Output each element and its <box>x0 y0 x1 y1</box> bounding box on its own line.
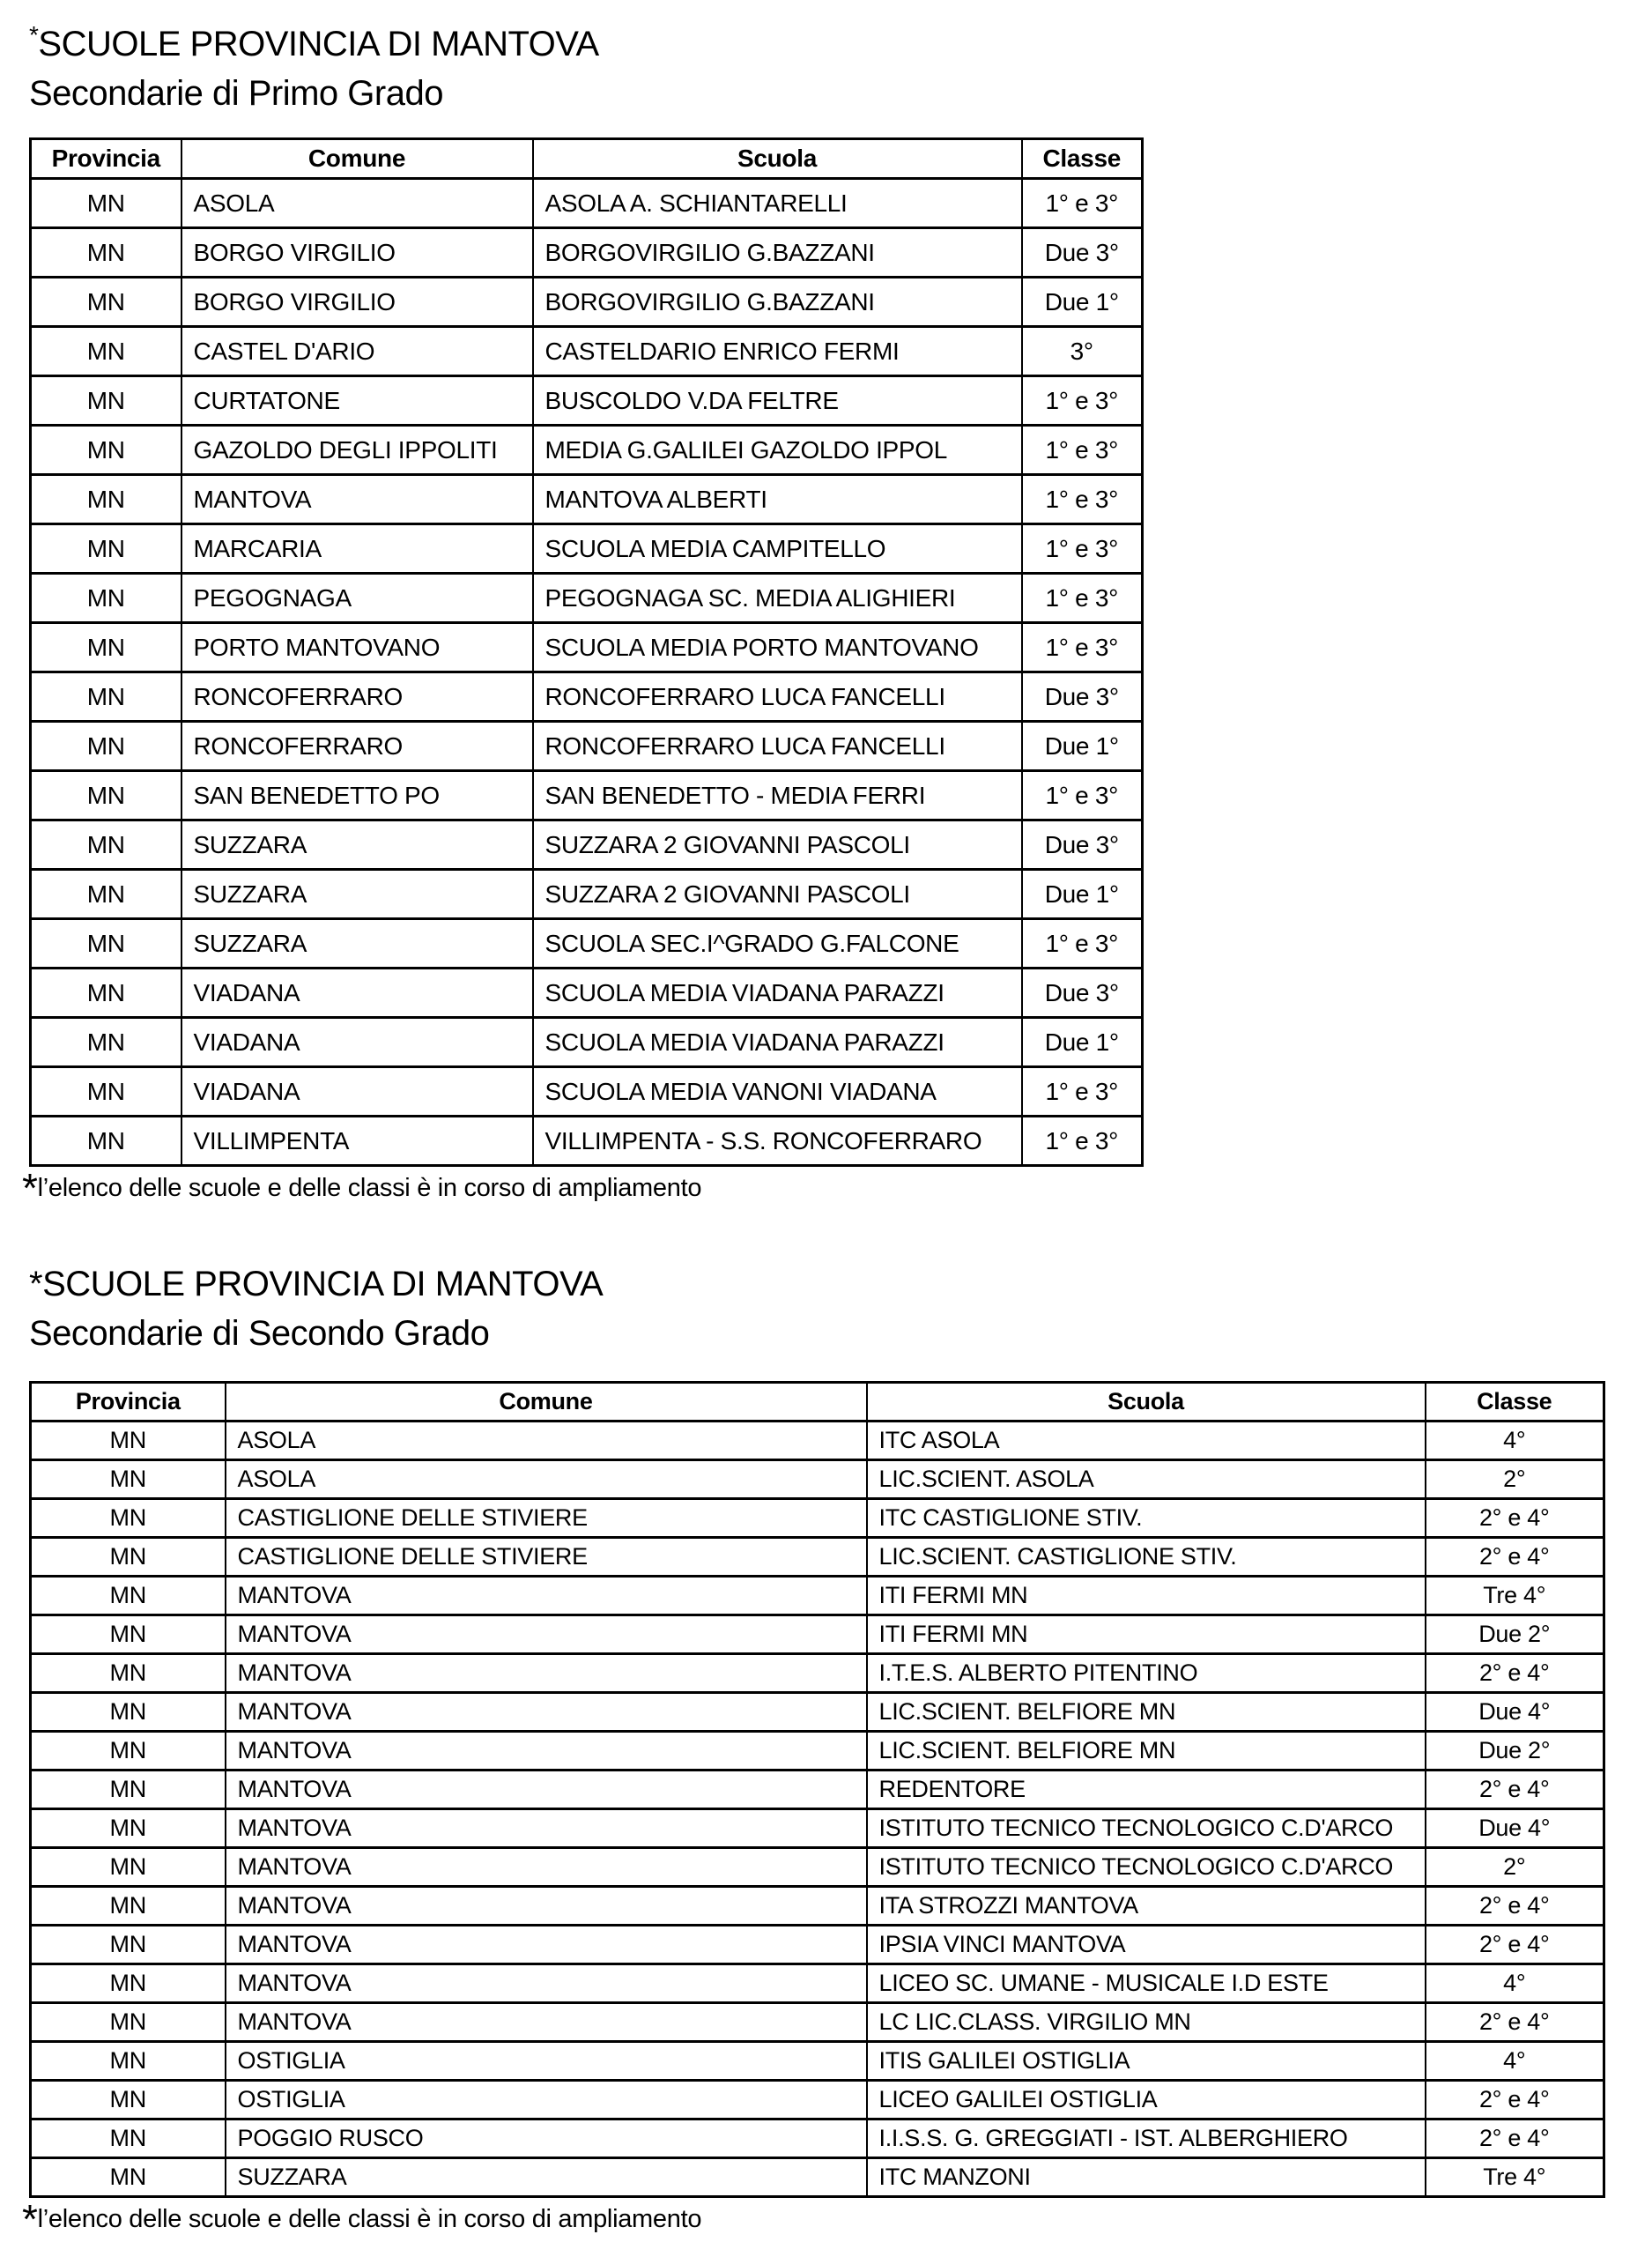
cell-classe: Due 3° <box>1022 969 1143 1018</box>
cell-scuola: ITC CASTIGLIONE STIV. <box>867 1499 1426 1538</box>
cell-comune: MANTOVA <box>226 1615 867 1654</box>
cell-comune: POGGIO RUSCO <box>226 2120 867 2158</box>
cell-scuola: SCUOLA SEC.I^GRADO G.FALCONE <box>533 919 1022 969</box>
cell-classe: Due 2° <box>1426 1732 1604 1771</box>
cell-comune: RONCOFERRARO <box>181 722 533 771</box>
cell-classe: Due 3° <box>1022 228 1143 278</box>
table-header-row <box>31 139 1143 179</box>
cell-comune: PEGOGNAGA <box>181 574 533 623</box>
cell-provincia: MN <box>31 722 181 771</box>
section-secondo-grado <box>22 1259 1652 2242</box>
cell-comune: RONCOFERRARO <box>181 672 533 722</box>
cell-comune: BORGO VIRGILIO <box>181 228 533 278</box>
table-row <box>31 1732 1604 1771</box>
cell-scuola: LIC.SCIENT. BELFIORE MN <box>867 1693 1426 1732</box>
cell-classe: 2° e 4° <box>1426 1887 1604 1926</box>
table-row <box>31 1809 1604 1848</box>
cell-classe: 2° e 4° <box>1426 1654 1604 1693</box>
cell-comune: MANTOVA <box>226 2003 867 2042</box>
cell-scuola: BUSCOLDO V.DA FELTRE <box>533 376 1022 426</box>
cell-scuola: BORGOVIRGILIO G.BAZZANI <box>533 278 1022 327</box>
cell-scuola: ASOLA A. SCHIANTARELLI <box>533 179 1022 228</box>
table-row <box>31 1067 1143 1117</box>
table-row <box>31 1577 1604 1615</box>
cell-provincia: MN <box>31 426 181 475</box>
cell-provincia: MN <box>31 327 181 376</box>
table-row <box>31 1422 1604 1460</box>
cell-provincia: MN <box>31 1964 226 2003</box>
cell-comune: MANTOVA <box>226 1693 867 1732</box>
table-row <box>31 327 1143 376</box>
cell-provincia: MN <box>31 2081 226 2120</box>
cell-classe: 1° e 3° <box>1022 179 1143 228</box>
cell-comune: OSTIGLIA <box>226 2042 867 2081</box>
table-header-row <box>31 1383 1604 1422</box>
cell-provincia: MN <box>31 278 181 327</box>
cell-provincia: MN <box>31 1460 226 1499</box>
table-row <box>31 1654 1604 1693</box>
cell-scuola: SUZZARA 2 GIOVANNI PASCOLI <box>533 820 1022 870</box>
table-row <box>31 969 1143 1018</box>
cell-classe: 1° e 3° <box>1022 1117 1143 1166</box>
cell-provincia: MN <box>31 1577 226 1615</box>
table-row <box>31 1538 1604 1577</box>
cell-comune: MARCARIA <box>181 524 533 574</box>
table-row <box>31 2158 1604 2197</box>
section1-subtitle: Secondarie di Primo Grado <box>29 74 443 113</box>
cell-scuola: ISTITUTO TECNICO TECNOLOGICO C.D'ARCO <box>867 1848 1426 1887</box>
cell-comune: SUZZARA <box>181 820 533 870</box>
cell-classe: 1° e 3° <box>1022 475 1143 524</box>
cell-scuola: ITA STROZZI MANTOVA <box>867 1887 1426 1926</box>
cell-classe: Tre 4° <box>1426 2158 1604 2197</box>
cell-classe: 4° <box>1426 1964 1604 2003</box>
table-row <box>31 1887 1604 1926</box>
cell-comune: VIADANA <box>181 1018 533 1067</box>
cell-scuola: ITC MANZONI <box>867 2158 1426 2197</box>
table-row <box>31 1018 1143 1067</box>
cell-provincia: MN <box>31 228 181 278</box>
cell-provincia: MN <box>31 1018 181 1067</box>
cell-classe: Tre 4° <box>1426 1577 1604 1615</box>
cell-classe: 2° e 4° <box>1426 1926 1604 1964</box>
cell-provincia: MN <box>31 969 181 1018</box>
col-header-scuola: Scuola <box>533 139 1022 179</box>
cell-scuola: IPSIA VINCI MANTOVA <box>867 1926 1426 1964</box>
cell-comune: CASTIGLIONE DELLE STIVIERE <box>226 1538 867 1577</box>
cell-comune: CASTIGLIONE DELLE STIVIERE <box>226 1499 867 1538</box>
cell-classe: 2° e 4° <box>1426 2081 1604 2120</box>
cell-provincia: MN <box>31 919 181 969</box>
cell-classe: Due 1° <box>1022 870 1143 919</box>
cell-classe: Due 2° <box>1426 1615 1604 1654</box>
cell-comune: MANTOVA <box>226 1732 867 1771</box>
col-header-classe: Classe <box>1022 139 1143 179</box>
cell-classe: 2° <box>1426 1460 1604 1499</box>
col-header-provincia: Provincia <box>31 1383 226 1422</box>
cell-provincia: MN <box>31 524 181 574</box>
cell-scuola: BORGOVIRGILIO G.BAZZANI <box>533 228 1022 278</box>
cell-scuola: SCUOLA MEDIA PORTO MANTOVANO <box>533 623 1022 672</box>
cell-classe: 2° e 4° <box>1426 2120 1604 2158</box>
cell-provincia: MN <box>31 376 181 426</box>
cell-comune: MANTOVA <box>226 1887 867 1926</box>
col-header-comune: Comune <box>226 1383 867 1422</box>
table-row <box>31 1117 1143 1166</box>
cell-scuola: LIC.SCIENT. ASOLA <box>867 1460 1426 1499</box>
table-row <box>31 376 1143 426</box>
cell-provincia: MN <box>31 1117 181 1166</box>
table-row <box>31 1499 1604 1538</box>
table-row <box>31 2120 1604 2158</box>
col-header-comune: Comune <box>181 139 533 179</box>
cell-comune: SAN BENEDETTO PO <box>181 771 533 820</box>
cell-classe: 2° e 4° <box>1426 2003 1604 2042</box>
cell-comune: MANTOVA <box>226 1964 867 2003</box>
cell-classe: 3° <box>1022 327 1143 376</box>
cell-scuola: MEDIA G.GALILEI GAZOLDO IPPOL <box>533 426 1022 475</box>
cell-scuola: PEGOGNAGA SC. MEDIA ALIGHIERI <box>533 574 1022 623</box>
cell-provincia: MN <box>31 623 181 672</box>
table-row <box>31 2081 1604 2120</box>
col-header-classe: Classe <box>1426 1383 1604 1422</box>
col-header-provincia: Provincia <box>31 139 181 179</box>
cell-provincia: MN <box>31 820 181 870</box>
section2-title <box>29 1259 1652 1309</box>
table-row <box>31 278 1143 327</box>
secondo-grado-table <box>29 1381 1605 2198</box>
cell-scuola: ITI FERMI MN <box>867 1577 1426 1615</box>
cell-provincia: MN <box>31 2003 226 2042</box>
cell-provincia: MN <box>31 1732 226 1771</box>
cell-comune: MANTOVA <box>226 1654 867 1693</box>
cell-comune: MANTOVA <box>226 1771 867 1809</box>
cell-scuola: I.I.S.S. G. GREGGIATI - IST. ALBERGHIERO <box>867 2120 1426 2158</box>
cell-scuola: LICEO GALILEI OSTIGLIA <box>867 2081 1426 2120</box>
cell-provincia: MN <box>31 1067 181 1117</box>
table-row <box>31 1926 1604 1964</box>
table-row <box>31 1693 1604 1732</box>
cell-classe: 1° e 3° <box>1022 524 1143 574</box>
cell-classe: Due 3° <box>1022 820 1143 870</box>
cell-classe: 4° <box>1426 2042 1604 2081</box>
cell-classe: Due 3° <box>1022 672 1143 722</box>
table-row <box>31 426 1143 475</box>
section-primo-grado <box>22 11 1652 1211</box>
section2-subtitle: Secondarie di Secondo Grado <box>29 1314 490 1353</box>
cell-scuola: SCUOLA MEDIA VANONI VIADANA <box>533 1067 1022 1117</box>
cell-classe: 1° e 3° <box>1022 771 1143 820</box>
table-row <box>31 524 1143 574</box>
cell-scuola: ITC ASOLA <box>867 1422 1426 1460</box>
cell-classe: Due 1° <box>1022 278 1143 327</box>
cell-comune: OSTIGLIA <box>226 2081 867 2120</box>
cell-comune: GAZOLDO DEGLI IPPOLITI <box>181 426 533 475</box>
cell-scuola: LIC.SCIENT. BELFIORE MN <box>867 1732 1426 1771</box>
table-row <box>31 1964 1604 2003</box>
cell-scuola: LICEO SC. UMANE - MUSICALE I.D ESTE <box>867 1964 1426 2003</box>
cell-provincia: MN <box>31 1693 226 1732</box>
table-row <box>31 2042 1604 2081</box>
cell-scuola: SCUOLA MEDIA VIADANA PARAZZI <box>533 1018 1022 1067</box>
cell-provincia: MN <box>31 1499 226 1538</box>
cell-comune: VILLIMPENTA <box>181 1117 533 1166</box>
section2-footnote <box>22 2196 1652 2242</box>
cell-scuola: SCUOLA MEDIA VIADANA PARAZZI <box>533 969 1022 1018</box>
section1-footnote <box>22 1165 1652 1211</box>
cell-classe: 2° <box>1426 1848 1604 1887</box>
cell-comune: CASTEL D'ARIO <box>181 327 533 376</box>
section1-title-text: SCUOLE PROVINCIA DI MANTOVA <box>38 25 599 63</box>
cell-provincia: MN <box>31 1848 226 1887</box>
cell-classe: 1° e 3° <box>1022 574 1143 623</box>
cell-provincia: MN <box>31 2042 226 2081</box>
cell-classe: 2° e 4° <box>1426 1499 1604 1538</box>
cell-comune: ASOLA <box>226 1460 867 1499</box>
cell-classe: 4° <box>1426 1422 1604 1460</box>
cell-classe: 2° e 4° <box>1426 1771 1604 1809</box>
cell-classe: Due 1° <box>1022 722 1143 771</box>
section2-title-text: SCUOLE PROVINCIA DI MANTOVA <box>42 1265 604 1303</box>
table-row <box>31 1771 1604 1809</box>
cell-provincia: MN <box>31 1926 226 1964</box>
cell-scuola: SUZZARA 2 GIOVANNI PASCOLI <box>533 870 1022 919</box>
cell-comune: SUZZARA <box>181 870 533 919</box>
cell-comune: MANTOVA <box>226 1809 867 1848</box>
cell-classe: Due 1° <box>1022 1018 1143 1067</box>
cell-comune: VIADANA <box>181 969 533 1018</box>
cell-provincia: MN <box>31 1615 226 1654</box>
cell-provincia: MN <box>31 1422 226 1460</box>
cell-comune: MANTOVA <box>181 475 533 524</box>
cell-provincia: MN <box>31 2158 226 2197</box>
cell-provincia: MN <box>31 870 181 919</box>
cell-comune: MANTOVA <box>226 1848 867 1887</box>
table-row <box>31 1615 1604 1654</box>
cell-classe: 1° e 3° <box>1022 623 1143 672</box>
cell-provincia: MN <box>31 1654 226 1693</box>
cell-classe: 1° e 3° <box>1022 919 1143 969</box>
footnote-text: l’elenco delle scuole e delle classi è in corso di ampliamento <box>37 2205 702 2233</box>
cell-scuola: MANTOVA ALBERTI <box>533 475 1022 524</box>
cell-provincia: MN <box>31 2120 226 2158</box>
cell-comune: CURTATONE <box>181 376 533 426</box>
cell-provincia: MN <box>31 1538 226 1577</box>
table-row <box>31 870 1143 919</box>
table-row <box>31 771 1143 820</box>
cell-scuola: RONCOFERRARO LUCA FANCELLI <box>533 722 1022 771</box>
col-header-scuola: Scuola <box>867 1383 1426 1422</box>
table-row <box>31 2003 1604 2042</box>
cell-provincia: MN <box>31 1771 226 1809</box>
cell-scuola: REDENTORE <box>867 1771 1426 1809</box>
table-row <box>31 179 1143 228</box>
section2-title-asterisk: * <box>29 1265 43 1303</box>
footnote-asterisk: * <box>22 1165 38 1211</box>
cell-scuola: SCUOLA MEDIA CAMPITELLO <box>533 524 1022 574</box>
table-row <box>31 919 1143 969</box>
cell-comune: MANTOVA <box>226 1577 867 1615</box>
cell-classe: 1° e 3° <box>1022 376 1143 426</box>
cell-classe: Due 4° <box>1426 1693 1604 1732</box>
cell-comune: VIADANA <box>181 1067 533 1117</box>
cell-provincia: MN <box>31 672 181 722</box>
table-row <box>31 1848 1604 1887</box>
section1-title <box>29 11 1652 69</box>
section1-title-asterisk: * <box>29 21 39 48</box>
cell-scuola: CASTELDARIO ENRICO FERMI <box>533 327 1022 376</box>
cell-provincia: MN <box>31 1887 226 1926</box>
cell-comune: SUZZARA <box>226 2158 867 2197</box>
table-row <box>31 722 1143 771</box>
cell-classe: 2° e 4° <box>1426 1538 1604 1577</box>
cell-classe: 1° e 3° <box>1022 426 1143 475</box>
cell-scuola: I.T.E.S. ALBERTO PITENTINO <box>867 1654 1426 1693</box>
table-row <box>31 623 1143 672</box>
cell-scuola: VILLIMPENTA - S.S. RONCOFERRARO <box>533 1117 1022 1166</box>
cell-scuola: ITI FERMI MN <box>867 1615 1426 1654</box>
cell-provincia: MN <box>31 771 181 820</box>
table-row <box>31 475 1143 524</box>
footnote-asterisk: * <box>22 2196 38 2242</box>
cell-scuola: RONCOFERRARO LUCA FANCELLI <box>533 672 1022 722</box>
cell-scuola: SAN BENEDETTO - MEDIA FERRI <box>533 771 1022 820</box>
table-row <box>31 228 1143 278</box>
cell-scuola: ISTITUTO TECNICO TECNOLOGICO C.D'ARCO <box>867 1809 1426 1848</box>
cell-provincia: MN <box>31 1809 226 1848</box>
cell-scuola: ITIS GALILEI OSTIGLIA <box>867 2042 1426 2081</box>
primo-grado-table <box>29 137 1144 1167</box>
cell-comune: SUZZARA <box>181 919 533 969</box>
table-row <box>31 574 1143 623</box>
table-row <box>31 672 1143 722</box>
cell-provincia: MN <box>31 179 181 228</box>
cell-classe: Due 4° <box>1426 1809 1604 1848</box>
cell-provincia: MN <box>31 574 181 623</box>
cell-scuola: LC LIC.CLASS. VIRGILIO MN <box>867 2003 1426 2042</box>
cell-comune: MANTOVA <box>226 1926 867 1964</box>
cell-comune: PORTO MANTOVANO <box>181 623 533 672</box>
table-row <box>31 820 1143 870</box>
cell-scuola: LIC.SCIENT. CASTIGLIONE STIV. <box>867 1538 1426 1577</box>
cell-comune: ASOLA <box>226 1422 867 1460</box>
footnote-text: l’elenco delle scuole e delle classi è in corso di ampliamento <box>37 1174 702 1202</box>
table-row <box>31 1460 1604 1499</box>
cell-comune: BORGO VIRGILIO <box>181 278 533 327</box>
cell-provincia: MN <box>31 475 181 524</box>
cell-classe: 1° e 3° <box>1022 1067 1143 1117</box>
cell-comune: ASOLA <box>181 179 533 228</box>
